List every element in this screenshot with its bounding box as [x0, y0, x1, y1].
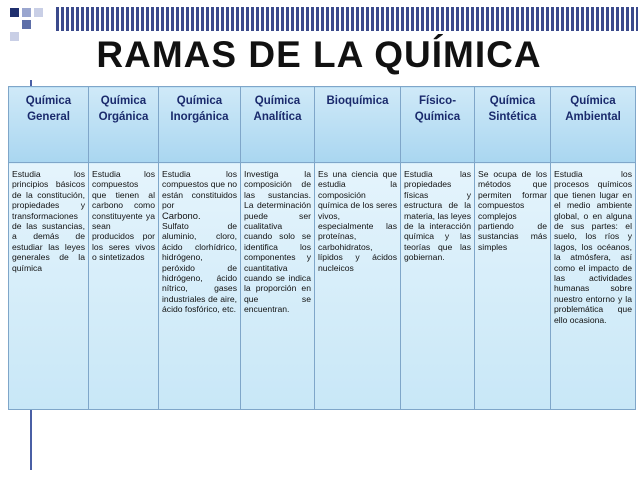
header-quimica-organica: Química Orgánica	[89, 87, 159, 163]
header-quimica-sintetica: Química Sintética	[475, 87, 551, 163]
square-icon	[34, 8, 43, 17]
cell-fisico-quimica: Estudia las propiedades físicas y estructura de la materia, las leyes de la interacción química y las teorías que las gobiernan.	[401, 163, 475, 410]
content-row	[9, 163, 636, 410]
cell-quimica-ambiental: Estudia los procesos químicos que tienen lugar en el medio ambiente global, o en alguna de sus partes: el suelo, los ríos y lagos, los océanos, la atmósfera, así como el impacto de las actividades humanas sobre nuestro entorno y la problemática que ello ocasiona.	[551, 163, 636, 410]
cell-quimica-organica: Estudia los compuestos que tienen al carbono como constituyente ya sean producidos por los seres vivos o sintetizados	[89, 163, 159, 410]
header-row	[9, 87, 636, 163]
header-quimica-inorganica: Química Inorgánica	[159, 87, 241, 163]
cell-quimica-general: Estudia los principios básicos de la constitución, propiedades y transformaciones de las sustancias, a demás de estudiar las leyes generales de la química	[9, 163, 89, 410]
cell-quimica-sintetica: Se ocupa de los métodos que permiten formar compuestos complejos partiendo de sustancias más simples	[475, 163, 551, 410]
square-icon	[22, 20, 31, 29]
cell-quimica-analitica: Investiga la composición de las sustancias. La determinación puede ser cualitativa cuando solo se identifica los componentes y cuantitativa cuando se indica la proporción en que se encuentran.	[241, 163, 315, 410]
cell-quimica-inorganica: Estudia los compuestos que no están constituidos por Carbono. Sulfato de aluminio, cloro, ácido clorhídrico, hidrógeno, peróxido de hidrógeno, ácido nítrico, gases industriales de aire, ácido fosfórico, etc.	[159, 163, 241, 410]
header-quimica-analitica: Química Analítica	[241, 87, 315, 163]
header-bioquimica: Bioquímica	[315, 87, 401, 163]
header-quimica-general: Química General	[9, 87, 89, 163]
cell-bioquimica: Es una ciencia que estudia la composición química de los seres vivos, especialmente las proteínas, carbohidratos, lípidos y ácidos nucleicos	[315, 163, 401, 410]
header-quimica-ambiental: Química Ambiental	[551, 87, 636, 163]
branches-table	[8, 86, 636, 410]
decorative-stripes	[56, 7, 638, 31]
page-title: RAMAS DE LA QUÍMICA	[96, 34, 542, 75]
header-fisico-quimica: Físico- Química	[401, 87, 475, 163]
square-icon	[22, 8, 31, 17]
square-icon	[10, 8, 19, 17]
